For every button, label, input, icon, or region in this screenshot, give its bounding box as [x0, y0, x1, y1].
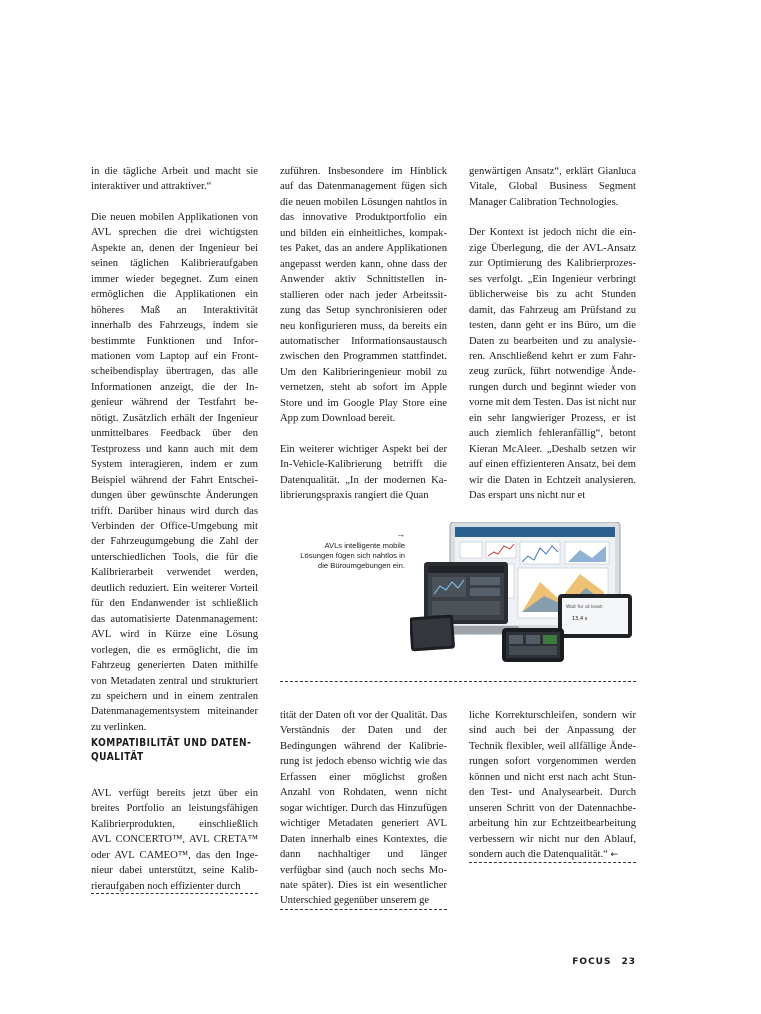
- figure-rule: [280, 681, 636, 682]
- column-end-rule: [91, 893, 258, 894]
- paragraph: Ein weiterer wichtiger Aspekt bei der In-Vehicle-Kalibrierung betrifft die Datenqualität. „In der modernen Kalibrierungspraxis rangiert die Quan: [280, 443, 447, 502]
- paragraph: Der Kontext ist jedoch nicht die einzige Überlegung, die der AVL-Ansatz zur Optimierung des Kalibrierprozesses verfolgt. „Ein Ingenieur verbringt üblicherweise bis zu acht Stunden damit, das Fahrzeug am Prüfstand zu testen, dann geht er ins Büro, um die Daten zu bearbeiten und zu analysieren. Anschließend kehrt er zum Fahrzeug zurück, führt notwendige Änderungen durch und beginnt wieder von vorne mit dem Testen. Das ist nicht nur ein sehr langwieriger Prozess, er ist auch ziemlich fehleranfällig“, betont Kieran McAleer. „Deshalb setzen wir auf einen effizienteren Ansatz, bei dem wir die Daten in Echtzeit analysieren. Das erspart uns nicht nur et: [469, 227, 636, 502]
- device-wait-value: 13,4 s: [572, 616, 588, 622]
- paragraph-text: liche Korrekturschleifen, sondern wir sind auch bei der Anpassung der Technik flexibler, weil allfällige Änderungen sofort vorgenommen werden können und nicht erst nach acht Stunden Test- und Analysearbeit. Durch unseren Schritt von der Datennachbearbeitung hin zur Echtzeitbearbeitung verbessern wir nicht nur den Ablauf, sondern auch die Datenqualität.“: [469, 710, 636, 861]
- devices-illustration: [410, 522, 642, 662]
- column-2-top: [280, 164, 447, 504]
- column-3-top: [469, 164, 636, 504]
- column-2-bottom: [280, 708, 447, 909]
- figure-caption: [293, 529, 405, 571]
- paragraph: in die tägliche Arbeit und macht sie interaktiver und attraktiver.“: [91, 166, 258, 193]
- section-heading: KOMPATIBILITÄT UND DATENQUALITÄT: [91, 736, 251, 763]
- arrow-right-icon: →: [396, 529, 405, 539]
- paragraph: zuführen. Insbesondere im Hinblick auf das Datenmanagement fügen sich die neuen mobilen Lösungen nahtlos in das innovative Produktportfolio ein und bilden ein einheitliches, kompaktes Paket, das an andere Applikationen angepasst werden kann, ohne dass der Anwender aktiv Schnittstellen installieren oder nach jeder Arbeitssitzung das Setup synchronisieren oder neu konfigurieren muss, da bereits ein automatischer Informationsaustausch zwischen den Programmen stattfindet. Um den Kalibrieringenieur mobil zu vernetzen, steht ab sofort im Apple Store und im Google Play Store eine App zum Download bereit.: [280, 166, 447, 425]
- section-name: FOCUS: [572, 957, 612, 967]
- paragraph: [469, 708, 636, 864]
- paragraph: tität der Daten oft vor der Qualität. Das Verständnis der Daten und der Bedingungen während der Kalibrierung ist jedoch ebenso wichtig wie das Erfassen einer möglichst großen Anzahl von Rohdaten, wenn nicht sogar wichtiger. Durch das Hinzufügen wichtiger Metadaten generiert AVL Daten innerhalb eines Kontextes, die dann nachhaltiger und länger verfügbar sind (auch noch sechs Monate später). Dies ist ein wesentlicher Unterschied gegenüber unserem ge: [280, 710, 447, 907]
- column-1-bottom: [91, 786, 258, 894]
- page-number: 23: [621, 957, 636, 967]
- column-end-rule: [280, 909, 447, 910]
- end-arrow-icon: ←: [610, 850, 619, 861]
- paragraph: Die neuen mobilen Applikationen von AVL sprechen die drei wichtigsten Aspekte an, denen der Ingenieur bei seinen täglichen Kalibrieraufgaben immer wieder begegnet. Zum einen ermöglichen die Applikationen ein höheres Maß an Interaktivität innerhalb des Fahrzeugs, indem sie bestimmte Funktionen und Informationen vom Laptop auf ein Frontscheibendisplay übertragen, das alle Informationen anzeigt, die der Ingenieur während der Testfahrt benötigt. Zusätzlich erhält der Ingenieur unmittelbares Feedback über den Testprozess und kann auch mit dem System interagieren, indem er zum Beispiel während der Fahrt Entscheidungen über gewünschte Änderungen trifft. Darüber hinaus wird durch das Verbinden der Office-Umgebung mit der Fahrzeugumgebung die Zahl der unterschiedlichen Tools, die für die Kalibrierarbeit verwendet werden, deutlich reduziert. Ein weiterer Vorteil für den Endanwender ist schließlich das automatisierte Datenmanagement: AVL wird in Kürze eine Lösung vorlegen, die es ermöglicht, die im Fahrzeug generierten Daten mithilfe von Metadaten zentral und strukturiert zu speichern und in einem zentralen Datenmanagementsystem miteinander zu verlinken.: [91, 211, 258, 733]
- column-3-bottom: [469, 708, 636, 864]
- page-footer: [562, 957, 636, 967]
- paragraph: AVL verfügt bereits jetzt über ein breites Portfolio an leistungsfähigen Kalibrierprodukten, einschließlich AVL CONCERTO™, AVL CRETA™ oder AVL CAMEO™, das den Ingenieur dabei unterstützt, seine Kalibrieraufgaben noch effizienter durch: [91, 788, 258, 892]
- device-wait-label: Wait for at least:: [566, 605, 604, 610]
- caption-text: AVLs intelligente mobile Lösungen fügen sich nahtlos in die Büroumgebungen ein.: [300, 541, 405, 570]
- paragraph: genwärtigen Ansatz“, erklärt Gianluca Vitale, Global Business Segment Manager Calibration Technologies.: [469, 166, 636, 208]
- column-1-top: [91, 164, 258, 735]
- column-end-rule: [469, 862, 636, 863]
